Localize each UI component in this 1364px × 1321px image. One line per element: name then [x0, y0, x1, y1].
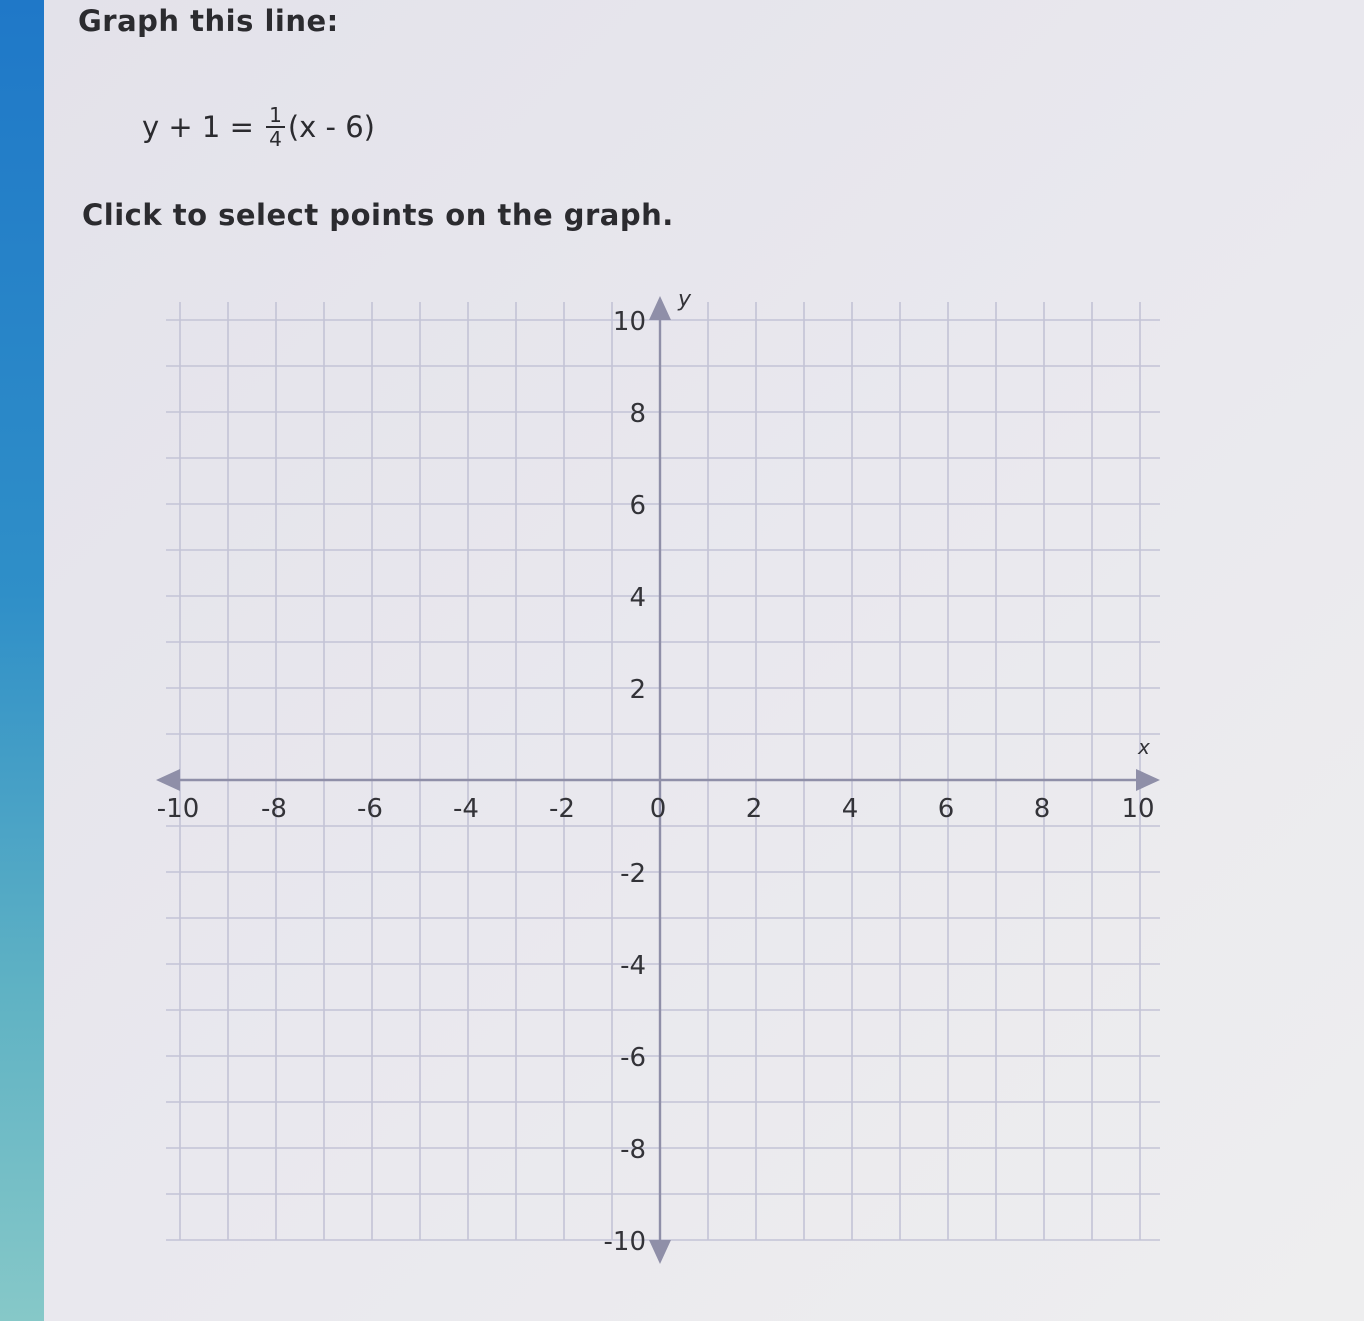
y-axis-up-arrow [649, 296, 671, 320]
equation-fraction [266, 104, 285, 150]
y-tick-label: 2 [629, 675, 646, 705]
y-tick-label: -6 [620, 1043, 646, 1073]
coordinate-graph[interactable] [150, 280, 1170, 1280]
x-tick-label: -6 [357, 794, 383, 824]
y-tick-label: -2 [620, 859, 646, 889]
y-tick-label: 4 [629, 583, 646, 613]
x-tick-label: -8 [261, 794, 287, 824]
x-axis-label: x [1138, 735, 1150, 759]
grid-lines [166, 302, 1160, 1240]
axes [156, 296, 1160, 1264]
x-tick-label: -2 [549, 794, 575, 824]
x-tick-label: -10 [156, 794, 200, 824]
y-tick-label: -10 [603, 1227, 646, 1257]
equation-left-side: y + 1 = [142, 110, 264, 144]
instruction-text: Click to select points on the graph. [82, 198, 674, 232]
y-tick-label: 10 [612, 307, 646, 337]
y-tick-label: -4 [620, 951, 646, 981]
fraction-denominator: 4 [269, 127, 282, 151]
x-tick-label: 0 [649, 794, 667, 824]
x-tick-label: 10 [1121, 794, 1155, 824]
y-axis-label: y [678, 287, 692, 312]
question-prompt: Graph this line: [78, 4, 339, 38]
x-tick-label: 2 [745, 794, 763, 824]
x-tick-label: 6 [937, 794, 955, 824]
y-tick-label: 6 [629, 491, 646, 521]
line-equation [142, 92, 375, 162]
x-axis-left-arrow [156, 769, 180, 791]
x-tick-label: 4 [841, 794, 859, 824]
x-tick-label: -4 [453, 794, 479, 824]
equation-right-side: (x - 6) [287, 110, 375, 144]
y-axis-down-arrow [649, 1240, 671, 1264]
tick-labels [157, 287, 1155, 1257]
left-edge-strip [0, 0, 44, 1321]
x-tick-label: 8 [1033, 794, 1051, 824]
y-tick-label: -8 [620, 1135, 646, 1165]
x-axis-right-arrow [1136, 769, 1160, 791]
fraction-numerator: 1 [266, 104, 285, 128]
y-tick-label: 8 [629, 399, 646, 429]
